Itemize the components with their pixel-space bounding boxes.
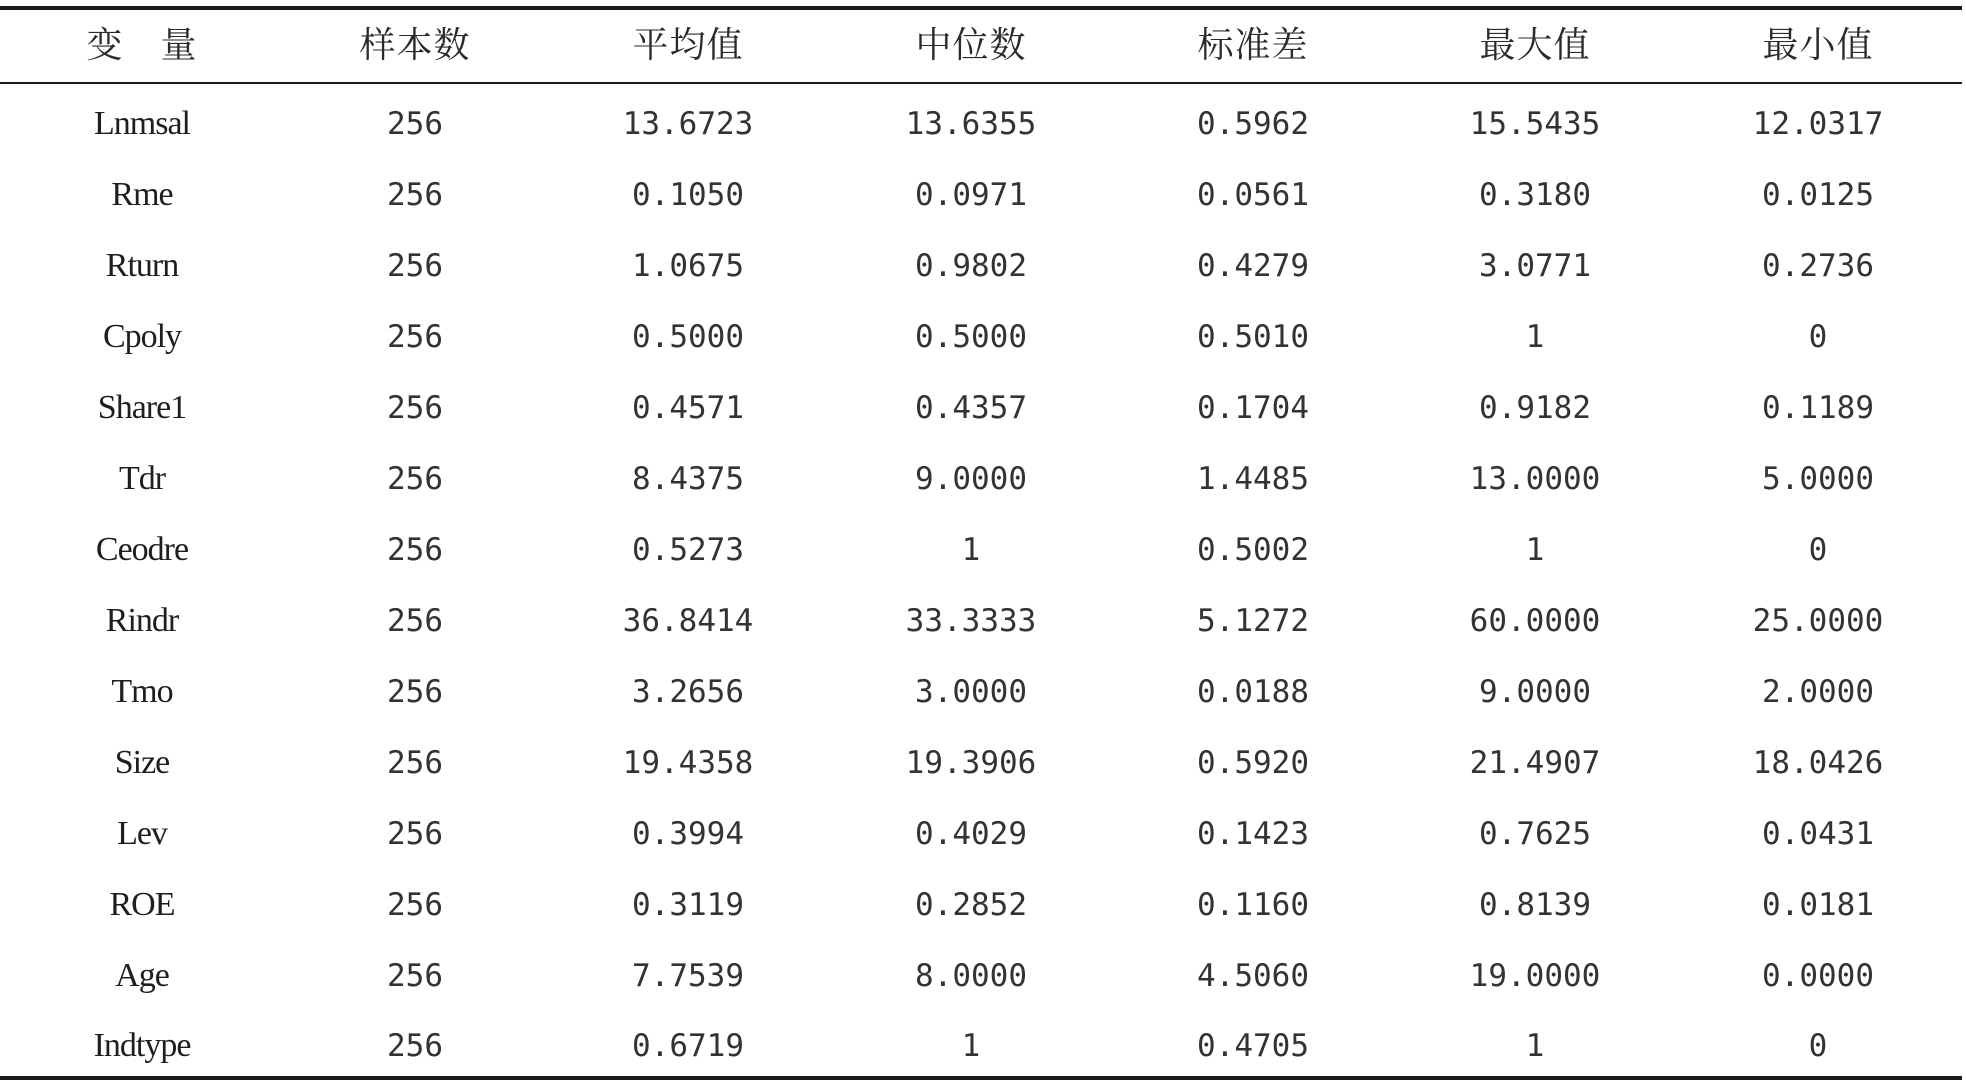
cell-variable: ROE (109, 886, 175, 923)
cell-std-dev: 0.1160 (1197, 886, 1309, 923)
table-header-row (0, 12, 1962, 80)
cell-std-dev: 0.1704 (1197, 389, 1309, 426)
table-row (0, 806, 1962, 862)
cell-mean: 0.6719 (632, 1027, 744, 1064)
cell-max: 1 (1525, 531, 1545, 568)
cell-variable: Ceodre (95, 531, 189, 568)
header-sample-count: 样本数 (359, 25, 471, 66)
cell-median: 0.2852 (915, 886, 1027, 923)
cell-min: 0.0431 (1762, 815, 1874, 852)
cell-sample-count: 256 (387, 389, 443, 426)
table-row (0, 522, 1962, 578)
cell-mean: 0.5273 (632, 531, 744, 568)
cell-max: 0.9182 (1479, 389, 1591, 426)
cell-mean: 19.4358 (622, 744, 754, 781)
table-row (0, 735, 1962, 791)
cell-sample-count: 256 (387, 176, 443, 213)
table-row (0, 877, 1962, 933)
cell-median: 1 (961, 1027, 981, 1064)
cell-variable: Share1 (97, 389, 187, 426)
header-std-dev: 标准差 (1197, 25, 1309, 66)
cell-min: 0.2736 (1762, 247, 1874, 284)
cell-median: 33.3333 (905, 602, 1037, 639)
cell-median: 0.4029 (915, 815, 1027, 852)
cell-min: 5.0000 (1762, 460, 1874, 497)
cell-mean: 13.6723 (622, 105, 754, 142)
table-row (0, 309, 1962, 365)
cell-min: 0.0000 (1762, 957, 1874, 994)
cell-max: 21.4907 (1469, 744, 1601, 781)
cell-mean: 0.3994 (632, 815, 744, 852)
cell-std-dev: 5.1272 (1197, 602, 1309, 639)
cell-variable: Lev (117, 815, 167, 852)
cell-mean: 0.1050 (632, 176, 744, 213)
cell-variable: Rindr (105, 602, 179, 639)
cell-sample-count: 256 (387, 957, 443, 994)
cell-mean: 7.7539 (632, 957, 744, 994)
cell-median: 19.3906 (905, 744, 1037, 781)
cell-median: 9.0000 (915, 460, 1027, 497)
cell-std-dev: 1.4485 (1197, 460, 1309, 497)
cell-min: 0.0125 (1762, 176, 1874, 213)
header-max: 最大值 (1479, 25, 1591, 66)
table-row (0, 238, 1962, 294)
cell-mean: 1.0675 (632, 247, 744, 284)
header-mean: 平均值 (632, 25, 744, 66)
cell-median: 0.5000 (915, 318, 1027, 355)
table-row (0, 96, 1962, 152)
cell-variable: Rturn (105, 247, 179, 284)
cell-max: 1 (1525, 1027, 1545, 1064)
cell-min: 0 (1808, 318, 1828, 355)
cell-max: 0.7625 (1479, 815, 1591, 852)
table-header-rule (0, 82, 1962, 84)
cell-std-dev: 4.5060 (1197, 957, 1309, 994)
cell-median: 0.4357 (915, 389, 1027, 426)
cell-min: 12.0317 (1752, 105, 1884, 142)
cell-sample-count: 256 (387, 673, 443, 710)
cell-std-dev: 0.0561 (1197, 176, 1309, 213)
cell-sample-count: 256 (387, 886, 443, 923)
cell-median: 1 (961, 531, 981, 568)
cell-mean: 8.4375 (632, 460, 744, 497)
cell-variable: Cpoly (102, 318, 182, 355)
cell-min: 25.0000 (1752, 602, 1884, 639)
cell-sample-count: 256 (387, 105, 443, 142)
cell-median: 13.6355 (905, 105, 1037, 142)
cell-mean: 0.4571 (632, 389, 744, 426)
cell-max: 0.3180 (1479, 176, 1591, 213)
cell-max: 19.0000 (1469, 957, 1601, 994)
cell-median: 8.0000 (915, 957, 1027, 994)
table-row (0, 380, 1962, 436)
cell-std-dev: 0.0188 (1197, 673, 1309, 710)
cell-variable: Size (114, 744, 170, 781)
cell-std-dev: 0.1423 (1197, 815, 1309, 852)
table-row (0, 167, 1962, 223)
cell-std-dev: 0.4279 (1197, 247, 1309, 284)
cell-median: 0.0971 (915, 176, 1027, 213)
cell-max: 3.0771 (1479, 247, 1591, 284)
cell-min: 0.1189 (1762, 389, 1874, 426)
cell-variable: Lnmsal (94, 105, 190, 142)
cell-max: 13.0000 (1469, 460, 1601, 497)
cell-std-dev: 0.5920 (1197, 744, 1309, 781)
cell-min: 2.0000 (1762, 673, 1874, 710)
table-row (0, 1018, 1962, 1074)
cell-variable: Indtype (93, 1027, 191, 1064)
table-row (0, 593, 1962, 649)
cell-variable: Rme (111, 176, 173, 213)
cell-sample-count: 256 (387, 318, 443, 355)
cell-variable: Tdr (118, 460, 166, 497)
cell-max: 60.0000 (1469, 602, 1601, 639)
table-top-rule (0, 6, 1962, 10)
cell-sample-count: 256 (387, 247, 443, 284)
cell-sample-count: 256 (387, 531, 443, 568)
cell-variable: Age (115, 957, 169, 994)
cell-mean: 0.5000 (632, 318, 744, 355)
cell-mean: 36.8414 (622, 602, 754, 639)
cell-max: 15.5435 (1469, 105, 1601, 142)
cell-min: 0 (1808, 1027, 1828, 1064)
header-median: 中位数 (915, 25, 1027, 66)
cell-std-dev: 0.5002 (1197, 531, 1309, 568)
cell-variable: Tmo (111, 673, 173, 710)
cell-max: 9.0000 (1479, 673, 1591, 710)
cell-max: 1 (1525, 318, 1545, 355)
table-row (0, 451, 1962, 507)
table-bottom-rule (0, 1076, 1962, 1080)
cell-sample-count: 256 (387, 744, 443, 781)
cell-sample-count: 256 (387, 460, 443, 497)
cell-std-dev: 0.5010 (1197, 318, 1309, 355)
cell-std-dev: 0.4705 (1197, 1027, 1309, 1064)
cell-median: 0.9802 (915, 247, 1027, 284)
header-variable: 变 量 (86, 25, 198, 66)
table-row (0, 664, 1962, 720)
cell-mean: 3.2656 (632, 673, 744, 710)
header-min: 最小值 (1762, 25, 1874, 66)
cell-median: 3.0000 (915, 673, 1027, 710)
cell-max: 0.8139 (1479, 886, 1591, 923)
cell-min: 0.0181 (1762, 886, 1874, 923)
cell-min: 0 (1808, 531, 1828, 568)
cell-mean: 0.3119 (632, 886, 744, 923)
cell-min: 18.0426 (1752, 744, 1884, 781)
cell-sample-count: 256 (387, 1027, 443, 1064)
cell-sample-count: 256 (387, 815, 443, 852)
table-row (0, 948, 1962, 1004)
cell-sample-count: 256 (387, 602, 443, 639)
cell-std-dev: 0.5962 (1197, 105, 1309, 142)
